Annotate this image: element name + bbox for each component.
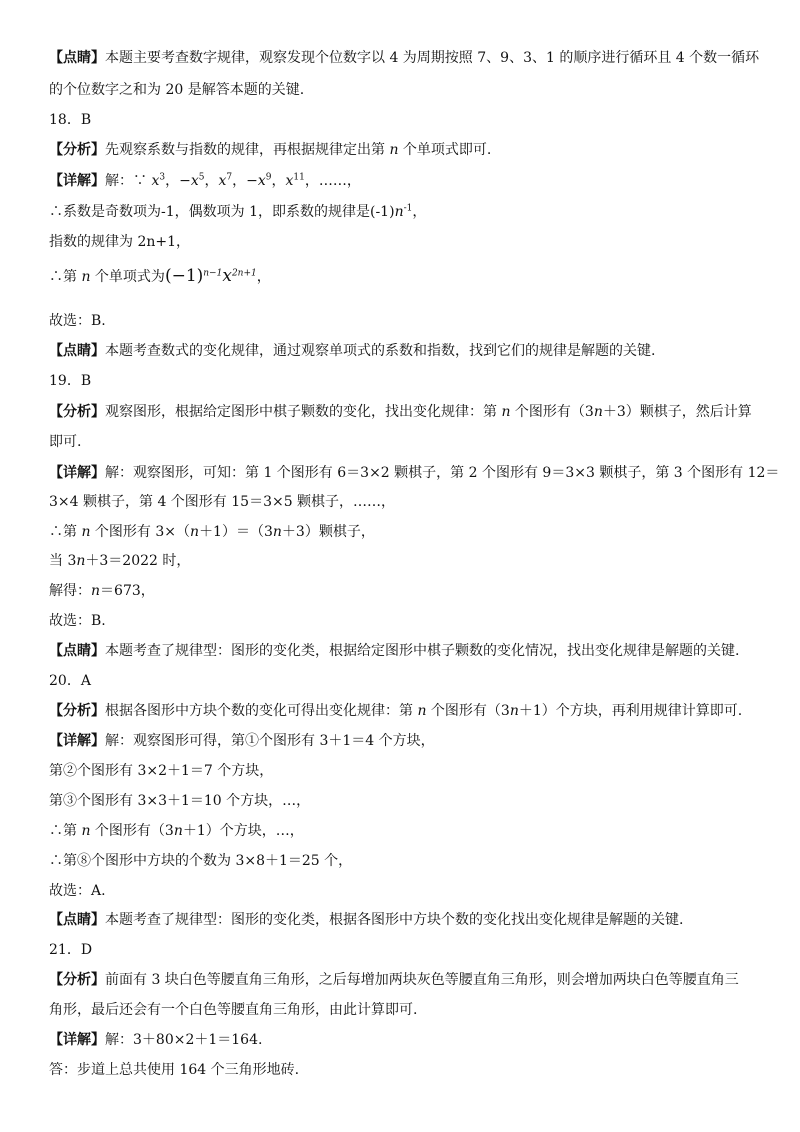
text-line: 【点睛】本题主要考查数字规律，观察发现个位数字以 4 为周期按照 7、9、3、1 的顺序进行循环且 4 个数一循环 bbox=[49, 50, 760, 66]
section-tag: 【点睛】 bbox=[49, 912, 105, 928]
text-line: 指数的规律为 2n+1， bbox=[49, 234, 191, 250]
text-line: 第②个图形有 3×2＋1＝7 个方块， bbox=[49, 763, 274, 779]
section-tag: 【详解】 bbox=[49, 173, 105, 189]
section-tag: 【分析】 bbox=[49, 703, 105, 719]
question-number: 20．A bbox=[49, 673, 91, 689]
section-tag: 【分析】 bbox=[49, 972, 105, 988]
text-line: 故选：B. bbox=[49, 313, 106, 329]
text-line: 故选：B. bbox=[49, 613, 106, 629]
text-line: 【点睛】本题考查了规律型：图形的变化类，根据给定图形中棋子颗数的变化情况，找出变化规律是解题的关键. bbox=[49, 643, 740, 659]
text-line: ∴第 n 个图形有 3×（n＋1）＝（3n＋3）颗棋子， bbox=[49, 524, 375, 540]
question-number: 21．D bbox=[49, 942, 93, 958]
text-line: 【详解】解：3＋80×2＋1＝164. bbox=[49, 1032, 263, 1048]
section-tag: 【分析】 bbox=[49, 142, 105, 158]
section-tag: 【详解】 bbox=[49, 733, 105, 749]
text-line: 当 3n＋3＝2022 时， bbox=[49, 553, 191, 569]
text-line: 【点睛】本题考查数式的变化规律，通过观察单项式的系数和指数，找到它们的规律是解题的关键. bbox=[49, 343, 656, 359]
text-line: 3×4 颗棋子，第 4 个图形有 15＝3×5 颗棋子，……， bbox=[49, 494, 396, 510]
text-line: 【详解】解：观察图形，可知：第 1 个图形有 6＝3×2 颗棋子，第 2 个图形有 9＝3×3 颗棋子，第 3 个图形有 12＝ bbox=[49, 465, 780, 481]
question-number: 18．B bbox=[49, 112, 92, 128]
text-line: 第③个图形有 3×3＋1＝10 个方块，…， bbox=[49, 793, 311, 809]
text-line: 角形，最后还会有一个白色等腰直角三角形，由此计算即可. bbox=[49, 1002, 418, 1018]
text-line: 【分析】前面有 3 块白色等腰直角三角形，之后每增加两块灰色等腰直角三角形，则会增加两块白色等腰直角三 bbox=[49, 972, 739, 988]
section-tag: 【点睛】 bbox=[49, 50, 105, 66]
formula-line: ∴第 n 个单项式为$(-1)^{n-1}x^{2n+1}$， bbox=[49, 266, 271, 286]
section-tag: 【详解】 bbox=[49, 465, 105, 481]
text-line: 【详解】解：观察图形可得，第①个图形有 3＋1＝4 个方块， bbox=[49, 733, 435, 749]
text-line: 【分析】先观察系数与指数的规律，再根据规律定出第 n 个单项式即可. bbox=[49, 142, 492, 158]
text-line: 即可. bbox=[49, 434, 82, 450]
section-tag: 【点睛】 bbox=[49, 643, 105, 659]
text-line: 【详解】解：∵ $x^3$，$-x^5$，$x^7$，$-x^9$，$x^{11}$，……， bbox=[49, 172, 361, 189]
text-line: 故选：A. bbox=[49, 883, 106, 899]
text-line: 【分析】观察图形，根据给定图形中棋子颗数的变化，找出变化规律：第 n 个图形有（3n＋3）颗棋子，然后计算 bbox=[49, 404, 752, 420]
text-line: 答：步道上总共使用 164 个三角形地砖. bbox=[49, 1062, 300, 1078]
text-line: ∴系数是奇数项为-1，偶数项为 1，即系数的规律是$(-1)n^{-1}$， bbox=[49, 203, 427, 220]
text-line: 的个位数字之和为 20 是解答本题的关键. bbox=[49, 82, 305, 98]
text-line: 解得：n＝673， bbox=[49, 583, 155, 599]
text-line: 【点睛】本题考查了规律型：图形的变化类，根据各图形中方块个数的变化找出变化规律是解题的关键. bbox=[49, 912, 684, 928]
text-line: ∴第⑧个图形中方块的个数为 3×8＋1＝25 个， bbox=[49, 853, 353, 869]
section-tag: 【详解】 bbox=[49, 1032, 105, 1048]
text-line: 【分析】根据各图形中方块个数的变化可得出变化规律：第 n 个图形有（3n＋1）个方块，再利用规律计算即可. bbox=[49, 703, 743, 719]
section-tag: 【分析】 bbox=[49, 404, 105, 420]
question-number: 19．B bbox=[49, 373, 92, 389]
text-line: ∴第 n 个图形有（3n＋1）个方块，…， bbox=[49, 823, 304, 839]
section-tag: 【点睛】 bbox=[49, 343, 105, 359]
